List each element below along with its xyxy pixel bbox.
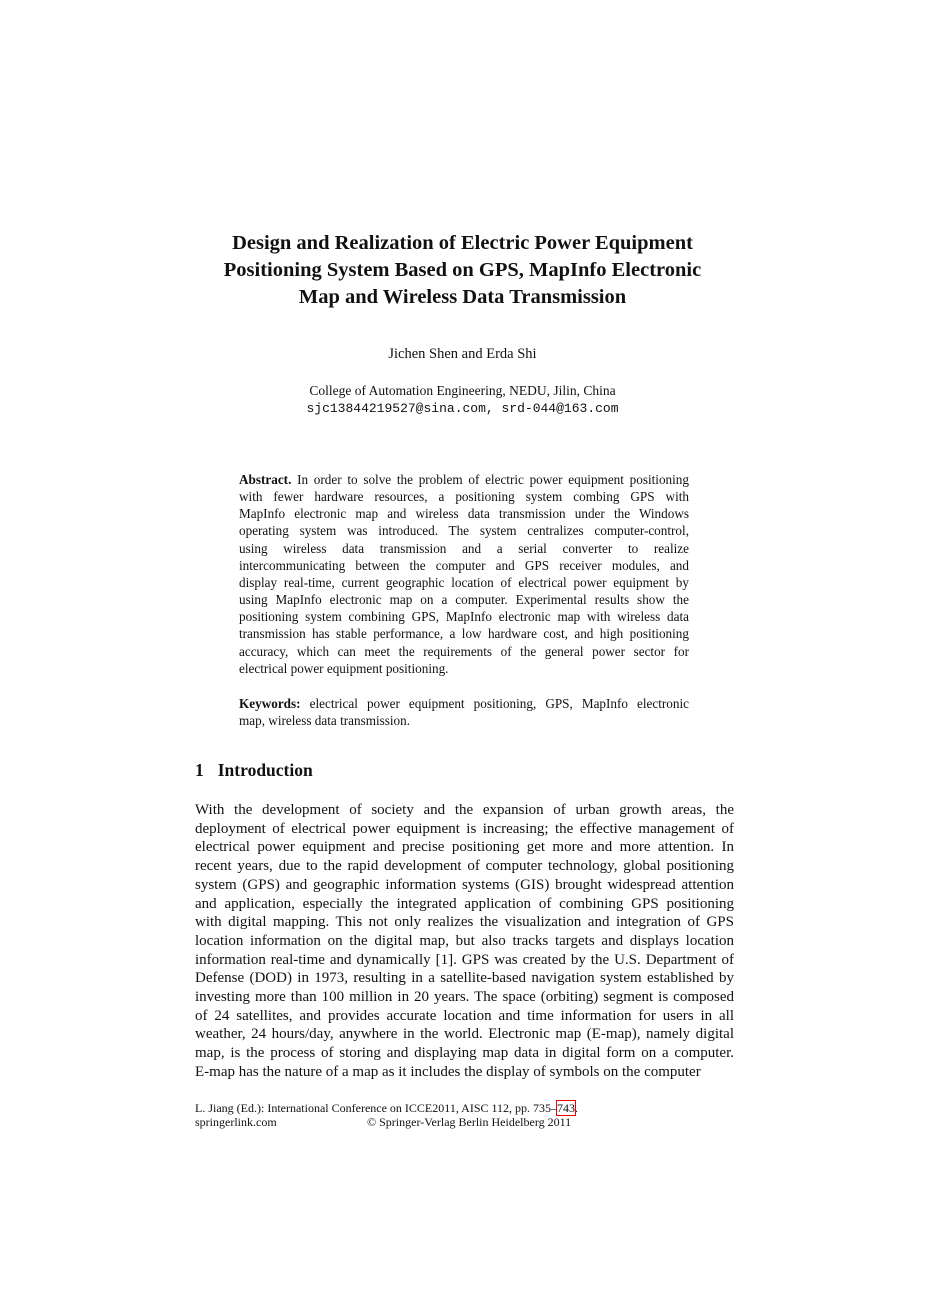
section-heading [195, 760, 327, 781]
text-line [239, 660, 689, 677]
text-line [195, 913, 734, 932]
line-text: electrical power equipment and precise positioning get more and more attention. In [195, 839, 734, 856]
text-line [195, 1063, 734, 1082]
text-line [195, 1044, 734, 1063]
line-text: electrical power equipment positioning. [239, 660, 449, 676]
text-line [239, 574, 689, 591]
text-line [195, 895, 734, 914]
line-text: recent years, due to the rapid development of computer technology, global positioning [195, 858, 734, 875]
abstract [239, 471, 689, 677]
line-text: operating system was introduced. The system centralizes computer-control, [239, 523, 689, 539]
text-line [195, 857, 734, 876]
line-text: intercommunicating between the computer and GPS receiver modules, and [239, 557, 689, 573]
text-line [195, 838, 734, 857]
authors: Jichen Shen and Erda Shi [388, 346, 537, 362]
citation-text: L. Jiang (Ed.): International Conference on ICCE2011, AISC 112, pp. 735– [195, 1101, 558, 1115]
line-text: information real-time and dynamically [1]. GPS was created by the U.S. Department of [195, 951, 734, 968]
line-text: MapInfo electronic map and wireless data transmission under the Windows [239, 506, 689, 522]
line-text: system (GPS) and geographic information systems (GIS) brought widespread attention [195, 876, 734, 893]
text-line [239, 540, 689, 557]
text-line [239, 522, 689, 539]
line-text: Defense (DOD) in 1973, resulting in a satellite-based navigation system established by [195, 970, 734, 987]
line-text: deployment of electrical power equipment is increasing; the effective management of [195, 820, 734, 837]
text-line [195, 820, 734, 839]
text-line [239, 591, 689, 608]
text-line [195, 988, 734, 1007]
text-line [195, 969, 734, 988]
label: Abstract. [239, 472, 292, 487]
text-line [195, 932, 734, 951]
line-text: with digital mapping. This not only realizes the visualization and integration of GPS [195, 914, 734, 931]
line-text: location information on the digital map, but also tracks targets and displays location [195, 932, 734, 949]
text-line [239, 608, 689, 625]
line-text: E-map has the nature of a map as it includes the display of symbols on the computer [195, 1063, 701, 1080]
affiliation: College of Automation Engineering, NEDU, Jilin, China [309, 383, 616, 398]
title-line: Positioning System Based on GPS, MapInfo Electronic [223, 259, 702, 281]
line-text: using wireless data transmission and a serial converter to realize [239, 540, 689, 556]
line-text: electrical power equipment positioning, GPS, MapInfo electronic [309, 696, 690, 711]
line-text: positioning system combining GPS, MapInfo electronic map with wireless data [239, 609, 689, 625]
text-line [195, 951, 734, 970]
line-text: of 24 satellites, and provides accurate location and time information for users in all [195, 1007, 734, 1024]
line-text: accuracy, which can meet the requirements of the general power sector for [239, 643, 689, 659]
line-text: With the development of society and the expansion of urban growth areas, the [195, 802, 734, 818]
text-line [195, 801, 734, 820]
text-line [195, 876, 734, 895]
line-text: map, wireless data transmission. [239, 713, 411, 729]
line-text: transmission has stable performance, a low hardware cost, and high positioning [239, 626, 689, 642]
title-line: Design and Realization of Electric Power Equipment [232, 232, 693, 254]
line-text: using MapInfo electronic map on a computer. Experimental results show the [239, 592, 689, 608]
end-page-link[interactable]: 743 [557, 1101, 576, 1115]
body-text [195, 801, 734, 1082]
text-line [239, 557, 689, 574]
footer-site: springerlink.com [195, 1115, 277, 1129]
line-text: display real-time, current geographic location of electrical power equipment by [239, 574, 689, 590]
line-text: investing more than 100 million in 20 years. The space (orbiting) segment is composed [195, 989, 734, 1006]
text-line [239, 488, 689, 505]
section-number: 1 [195, 760, 204, 780]
label: Keywords: [239, 696, 301, 711]
text-line [195, 1007, 734, 1026]
footer-citation [195, 1101, 578, 1116]
footer-copyright: © Springer-Verlag Berlin Heidelberg 2011 [367, 1115, 572, 1129]
emails: sjc13844219527@sina.com, srd-044@163.com [306, 401, 619, 416]
line-text: and application, especially the integrated application of combining GPS positioning [195, 895, 734, 912]
line-text: In order to solve the problem of electric power equipment positioning [297, 472, 689, 487]
text-line [239, 643, 689, 660]
text-line [239, 625, 689, 642]
section-title: Introduction [217, 760, 313, 780]
text-line [239, 505, 689, 522]
text-line [239, 471, 689, 488]
line-text: map, is the process of storing and displaying map data in digital form on a computer. [195, 1045, 734, 1062]
title-line: Map and Wireless Data Transmission [298, 286, 627, 308]
period: . [575, 1101, 579, 1115]
text-line [239, 712, 689, 729]
line-text: with fewer hardware resources, a positioning system combing GPS with [239, 489, 689, 505]
text-line [195, 1025, 734, 1044]
keywords [239, 695, 689, 729]
line-text: weather, 24 hours/day, anywhere in the world. Electronic map (E-map), namely digital [195, 1026, 734, 1043]
text-line [239, 695, 689, 712]
